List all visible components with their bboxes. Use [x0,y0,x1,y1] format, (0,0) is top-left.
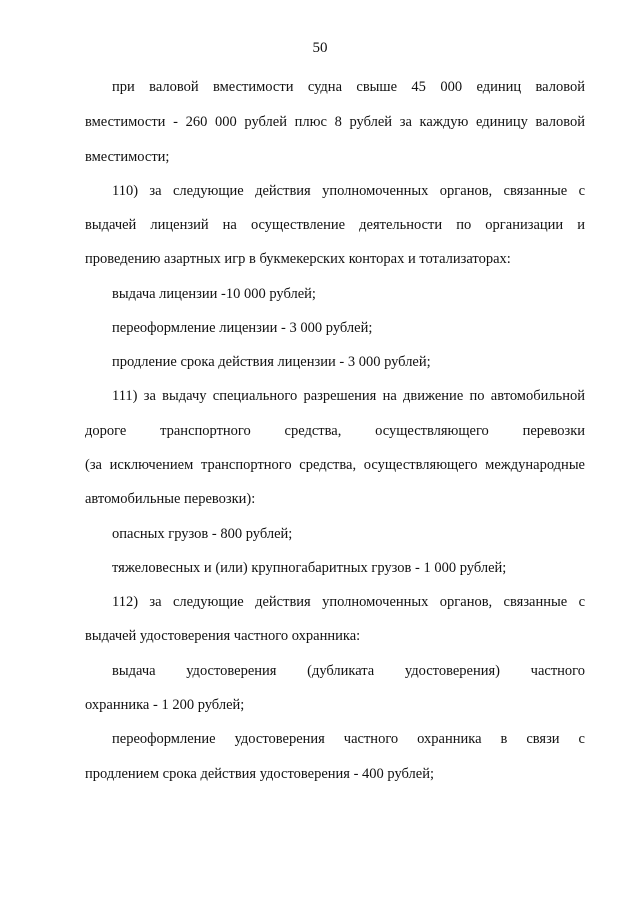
text-line: опасных грузов - 800 рублей; [112,526,293,542]
text-line: продлением срока действия удостоверения - 400 рублей; [85,766,434,782]
text-line: выдачей удостоверения частного охранника: [85,628,361,644]
text-line: вместимости; [85,149,170,165]
text-line: тяжеловесных и (или) крупногабаритных грузов - 1 000 рублей; [112,560,507,576]
text-line: 112) за следующие действия уполномоченных органов, связанные с [112,594,585,610]
text-line: дороге транспортного средства, осуществляющего перевозки [85,423,585,439]
text-line: проведению азартных игр в букмекерских конторах и тотализаторах: [85,251,511,267]
text-line: 110) за следующие действия уполномоченных органов, связанные с [112,183,585,199]
text-line: переоформление лицензии - 3 000 рублей; [112,320,373,336]
text-line: вместимости - 260 000 рублей плюс 8 рублей за каждую единицу валовой [85,114,585,130]
text-line: выдача удостоверения (дубликата удостоверения) частного [112,663,585,679]
text-line: выдача лицензии -10 000 рублей; [112,286,316,302]
text-line: автомобильные перевозки): [85,491,256,507]
text-line: охранника - 1 200 рублей; [85,697,245,713]
text-line: 111) за выдачу специального разрешения на движение по автомобильной [112,388,585,404]
text-line: выдачей лицензий на осуществление деятельности по организации и [85,217,585,233]
text-line: при валовой вместимости судна свыше 45 000 единиц валовой [112,79,585,95]
text-line: продление срока действия лицензии - 3 000 рублей; [112,354,431,370]
text-line: (за исключением транспортного средства, осуществляющего международные [85,457,585,473]
page-number: 50 [312,40,328,56]
text-line: переоформление удостоверения частного охранника в связи с [112,731,585,747]
